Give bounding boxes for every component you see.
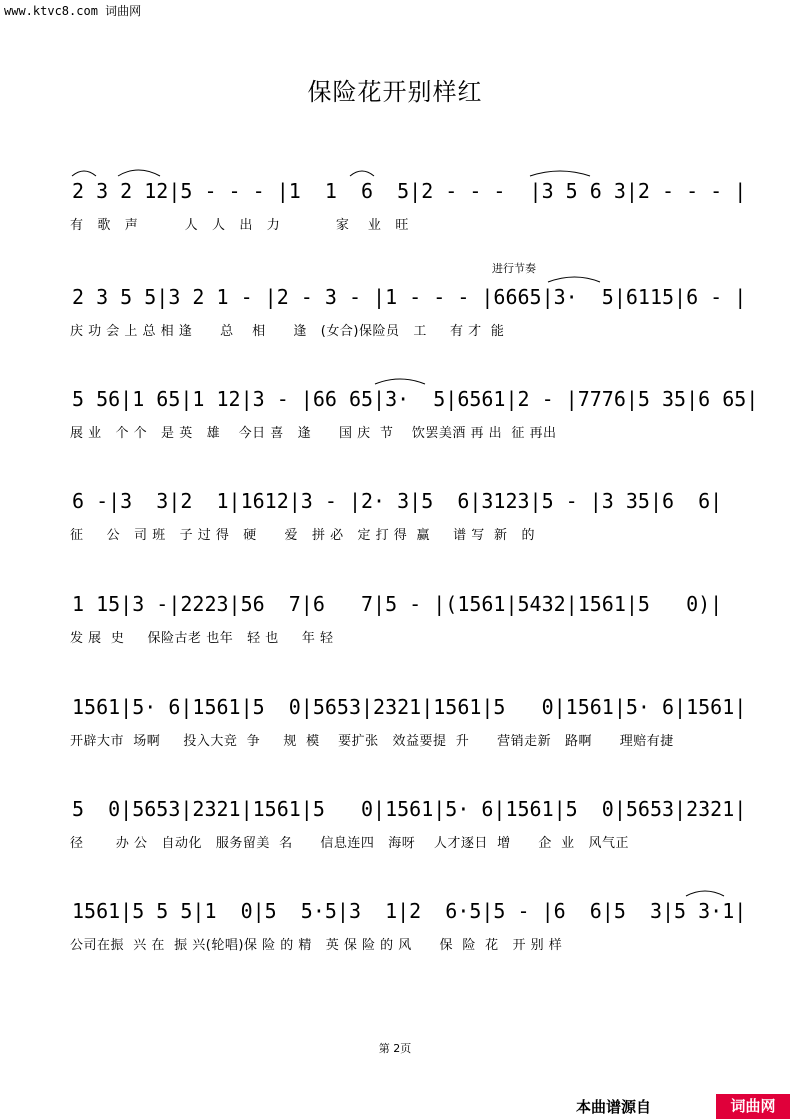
source-note: 本曲谱源自	[576, 1098, 652, 1116]
notation-line: 1 15|3 -|2223|56 7|6 7|5 - |(1561|5432|1561|5 0)|	[72, 592, 723, 616]
site-header: www.ktvc8.com 词曲网	[4, 4, 142, 18]
notation-line: 1561|5 5 5|1 0|5 5·5|3 1|2 6·5|5 - |6 6|5 3|5 3·1|	[72, 899, 747, 923]
slur-mark	[375, 379, 425, 384]
notation-line: 5 0|5653|2321|1561|5 0|1561|5· 6|1561|5 0|5653|2321|	[72, 797, 747, 821]
slur-mark	[548, 277, 600, 282]
slur-mark	[118, 170, 160, 176]
slur-mark	[530, 171, 590, 176]
slur-mark	[72, 171, 96, 176]
performance-note: 进行节奏	[492, 262, 536, 275]
notation-line: 2 3 5 5|3 2 1 - |2 - 3 - |1 - - - |6665|3· 5|6115|6 - |	[72, 285, 747, 309]
site-logo[interactable]: 词曲网	[716, 1094, 790, 1119]
lyric-line: 开辟大市 场啊 投入大竞 争 规 模 要扩张 效益要提 升 营销走新 路啊 理赔有捷	[70, 734, 674, 749]
lyric-line: 公司在振 兴 在 振 兴(轮唱)保 险 的 精 英 保 险 的 风 保 险 花 开 别 样	[70, 938, 563, 953]
page-number: 第 2页	[378, 1042, 412, 1055]
notation-line: 2 3 2 12|5 - - - |1 1 6 5|2 - - - |3 5 6 3|2 - - - |	[72, 179, 747, 203]
lyric-line: 征 公 司 班 子 过 得 硬 爱 拼 必 定 打 得 赢 谱 写 新 的	[70, 528, 535, 543]
slur-mark	[686, 891, 724, 896]
lyric-line: 展 业 个 个 是 英 雄 今日 喜 逢 国 庆 节 饮罢美酒 再 出 征 再出	[70, 426, 557, 441]
song-title: 保险花开别样红	[307, 78, 483, 106]
notation-line: 6 -|3 3|2 1|1612|3 - |2· 3|5 6|3123|5 - |3 35|6 6|	[72, 489, 723, 513]
notation-line: 1561|5· 6|1561|5 0|5653|2321|1561|5 0|1561|5· 6|1561|	[72, 695, 747, 719]
lyric-line: 径 办 公 自动化 服务留美 名 信息连四 海呀 人才逐日 增 企 业 风气正	[70, 836, 630, 851]
slur-mark	[350, 171, 374, 176]
lyric-line: 庆 功 会 上 总 相 逢 总 相 逢 (女合)保险员 工 有 才 能	[70, 324, 505, 339]
notation-line: 5 56|1 65|1 12|3 - |66 65|3· 5|6561|2 - |7776|5 35|6 65|	[72, 387, 759, 411]
lyric-line: 发 展 史 保险古老 也年 轻 也 年 轻	[70, 631, 334, 646]
lyric-line: 有 歌 声 人 人 出 力 家 业 旺	[70, 218, 409, 233]
